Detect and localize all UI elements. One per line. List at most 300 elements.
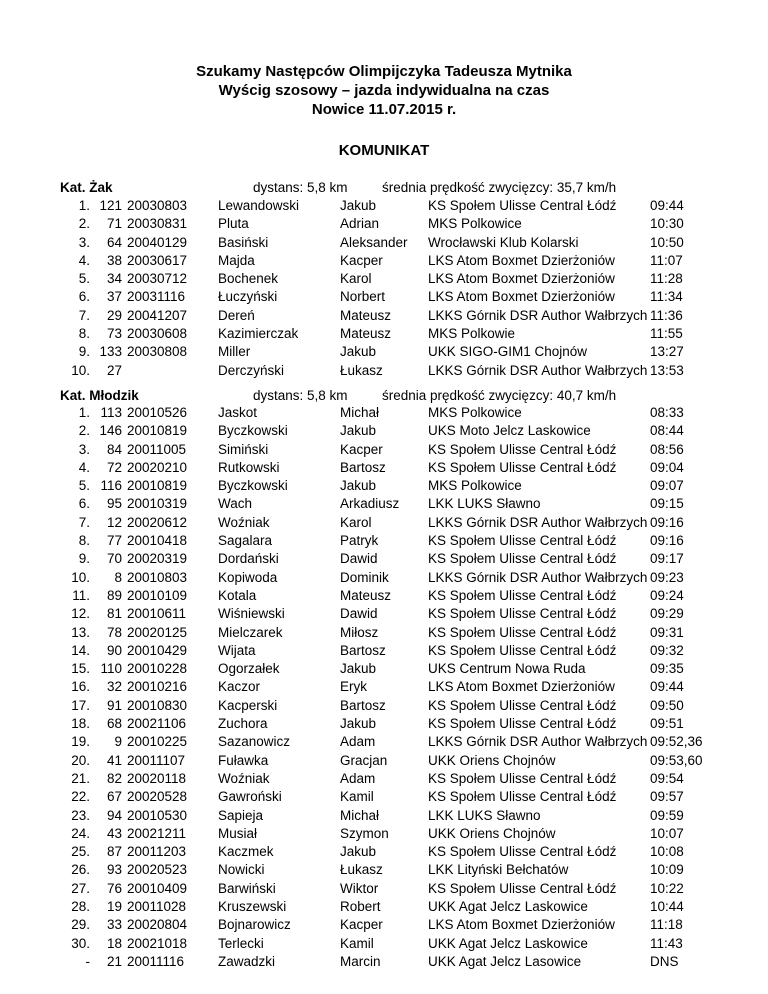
- result-first-name: Norbert: [340, 289, 386, 305]
- result-time: 09:23: [650, 569, 684, 585]
- result-position: 6.: [78, 289, 90, 305]
- result-last-name: Bochenek: [218, 271, 279, 287]
- result-time: 08:56: [650, 441, 684, 457]
- result-position: 21.: [71, 770, 90, 786]
- result-birth-date: 20021018: [127, 935, 188, 951]
- result-first-name: Marcin: [340, 953, 381, 969]
- result-last-name: Kazimierczak: [218, 326, 299, 342]
- result-last-name: Dereń: [218, 307, 255, 323]
- result-row: [60, 861, 720, 879]
- result-first-name: Jakub: [340, 661, 377, 677]
- result-position: 5.: [78, 478, 90, 494]
- result-row: [60, 624, 720, 642]
- result-first-name: Jakub: [340, 716, 377, 732]
- result-club: KS Społem Ulisse Central Łódź: [428, 624, 617, 640]
- result-position: 12.: [71, 606, 90, 622]
- result-club: KS Społem Ulisse Central Łódź: [428, 697, 617, 713]
- result-birth-date: 20010830: [127, 697, 188, 713]
- result-club: LKKS Górnik DSR Author Wałbrzych: [428, 514, 648, 530]
- result-row: [60, 733, 720, 751]
- result-birth-date: 20020804: [127, 917, 188, 933]
- result-first-name: Bartosz: [340, 459, 386, 475]
- result-first-name: Mateusz: [340, 326, 392, 342]
- result-club: LKS Atom Boxmet Dzierżoniów: [428, 917, 615, 933]
- result-row: [60, 770, 720, 788]
- result-last-name: Basiński: [218, 234, 269, 250]
- result-club: UKK Agat Jelcz Lasowice: [428, 953, 582, 969]
- result-position: 3.: [78, 441, 90, 457]
- result-row: [60, 495, 720, 513]
- result-row: [60, 404, 720, 422]
- result-bib-number: 78: [106, 624, 122, 640]
- result-birth-date: 20011005: [127, 441, 187, 457]
- result-bib-number: 71: [106, 216, 122, 232]
- result-first-name: Kacper: [340, 917, 383, 933]
- result-time: 10:07: [650, 825, 684, 841]
- result-position: 5.: [78, 271, 90, 287]
- result-first-name: Łukasz: [340, 862, 383, 878]
- result-birth-date: 20021211: [127, 825, 187, 841]
- result-club: KS Społem Ulisse Central Łódź: [428, 789, 617, 805]
- result-last-name: Terlecki: [218, 935, 264, 951]
- result-bib-number: 64: [106, 234, 122, 250]
- result-row: [60, 288, 720, 306]
- result-position: 26.: [71, 862, 90, 878]
- result-bib-number: 76: [106, 880, 122, 896]
- result-time: 10:09: [650, 862, 684, 878]
- result-bib-number: 93: [106, 862, 122, 878]
- result-birth-date: 20020210: [127, 459, 188, 475]
- result-birth-date: 20010530: [127, 807, 188, 823]
- result-club: KS Społem Ulisse Central Łódź: [428, 551, 617, 567]
- result-bib-number: 84: [106, 441, 122, 457]
- result-row: [60, 678, 720, 696]
- result-bib-number: 87: [106, 844, 122, 860]
- result-birth-date: 20020528: [127, 789, 188, 805]
- result-club: LKKS Górnik DSR Author Wałbrzych: [428, 307, 648, 323]
- result-last-name: Woźniak: [218, 770, 270, 786]
- result-bib-number: 91: [106, 697, 122, 713]
- result-last-name: Wiśniewski: [218, 606, 285, 622]
- result-bib-number: 95: [106, 496, 122, 512]
- result-bib-number: 77: [106, 533, 122, 549]
- result-position: 13.: [71, 624, 90, 640]
- result-club: MKS Polkowie: [428, 326, 516, 342]
- result-row: [60, 880, 720, 898]
- result-first-name: Dawid: [340, 551, 378, 567]
- result-time: 09:52,36: [650, 734, 703, 750]
- result-birth-date: 20041207: [127, 307, 188, 323]
- result-birth-date: 20020118: [127, 770, 187, 786]
- result-row: [60, 422, 720, 440]
- result-bib-number: 81: [106, 606, 122, 622]
- result-last-name: Bojnarowicz: [218, 917, 291, 933]
- result-row: [60, 252, 720, 270]
- result-time: 09:59: [650, 807, 684, 823]
- result-bib-number: 146: [99, 423, 122, 439]
- result-last-name: Ogorzałek: [218, 661, 280, 677]
- result-club: KS Społem Ulisse Central Łódź: [428, 880, 617, 896]
- result-time: 09:24: [650, 587, 684, 603]
- result-first-name: Dawid: [340, 606, 378, 622]
- result-last-name: Rutkowski: [218, 459, 280, 475]
- result-club: LKK Lityński Bełchatów: [428, 862, 569, 878]
- result-first-name: Robert: [340, 899, 381, 915]
- result-birth-date: 20020523: [127, 862, 188, 878]
- result-birth-date: 20010418: [127, 533, 188, 549]
- result-position: 16.: [71, 679, 90, 695]
- result-time: 10:44: [650, 899, 684, 915]
- result-position: 23.: [71, 807, 90, 823]
- result-time: 09:53,60: [650, 752, 703, 768]
- result-last-name: Zawadzki: [218, 953, 276, 969]
- category-mlodzik-avg-speed: średnia prędkość zwycięzcy: 40,7 km/h: [382, 388, 617, 403]
- result-position: 9.: [78, 344, 90, 360]
- result-time: 11:55: [650, 326, 683, 342]
- result-row: [60, 825, 720, 843]
- result-club: LKKS Górnik DSR Author Wałbrzych: [428, 362, 648, 378]
- result-position: 24.: [71, 825, 90, 841]
- result-time: 11:18: [650, 917, 683, 933]
- result-last-name: Fuławka: [218, 752, 269, 768]
- result-position: 1.: [78, 198, 90, 213]
- result-time: 09:44: [650, 679, 684, 695]
- result-position: 29.: [71, 917, 90, 933]
- result-time: DNS: [650, 953, 679, 969]
- result-birth-date: 20020612: [127, 514, 188, 530]
- results-table-zak: [60, 197, 720, 380]
- result-position: 3.: [78, 234, 90, 250]
- category-zak-avg-speed: średnia prędkość zwycięzcy: 35,7 km/h: [382, 180, 617, 195]
- result-last-name: Dordański: [218, 551, 279, 567]
- result-club: KS Społem Ulisse Central Łódź: [428, 198, 617, 213]
- result-position: 6.: [78, 496, 90, 512]
- result-bib-number: 38: [106, 252, 122, 268]
- result-position: 2.: [78, 423, 90, 439]
- result-last-name: Miller: [218, 344, 251, 360]
- result-row: [60, 550, 720, 568]
- result-first-name: Bartosz: [340, 697, 386, 713]
- result-time: 09:32: [650, 642, 684, 658]
- result-birth-date: 20021106: [127, 716, 187, 732]
- result-birth-date: 20011116: [127, 953, 185, 969]
- result-birth-date: 20010819: [127, 423, 188, 439]
- result-birth-date: 20030803: [127, 198, 188, 213]
- result-last-name: Lewandowski: [218, 198, 300, 213]
- result-last-name: Jaskot: [218, 405, 258, 420]
- result-bib-number: 89: [106, 587, 122, 603]
- result-bib-number: 34: [106, 271, 122, 287]
- result-last-name: Sazanowicz: [218, 734, 291, 750]
- result-bib-number: 9: [114, 734, 122, 750]
- result-time: 11:07: [650, 252, 683, 268]
- result-time: 09:16: [650, 514, 684, 530]
- result-first-name: Adrian: [340, 216, 380, 232]
- result-bib-number: 133: [99, 344, 122, 360]
- result-bib-number: 37: [106, 289, 122, 305]
- result-birth-date: 20020125: [127, 624, 188, 640]
- result-time: 09:17: [650, 551, 684, 567]
- result-birth-date: 20011203: [127, 844, 187, 860]
- result-last-name: Kruszewski: [218, 899, 287, 915]
- result-last-name: Sapieja: [218, 807, 264, 823]
- result-row: [60, 532, 720, 550]
- result-bib-number: 32: [106, 679, 122, 695]
- category-mlodzik-distance: dystans: 5,8 km: [253, 388, 348, 403]
- result-bib-number: 41: [106, 752, 122, 768]
- result-row: [60, 362, 720, 380]
- result-club: LKS Atom Boxmet Dzierżoniów: [428, 289, 615, 305]
- result-first-name: Adam: [340, 734, 376, 750]
- result-position: 25.: [71, 844, 90, 860]
- result-last-name: Gawroński: [218, 789, 282, 805]
- result-time: 08:44: [650, 423, 684, 439]
- result-row: [60, 715, 720, 733]
- result-first-name: Miłosz: [340, 624, 379, 640]
- result-last-name: Barwiński: [218, 880, 276, 896]
- result-time: 09:07: [650, 478, 684, 494]
- result-first-name: Michał: [340, 807, 380, 823]
- result-last-name: Simiński: [218, 441, 269, 457]
- result-club: KS Społem Ulisse Central Łódź: [428, 587, 617, 603]
- result-bib-number: 67: [106, 789, 122, 805]
- result-first-name: Mateusz: [340, 587, 392, 603]
- result-position: 18.: [71, 716, 90, 732]
- result-birth-date: 20011028: [127, 899, 187, 915]
- result-last-name: Nowicki: [218, 862, 265, 878]
- result-bib-number: 121: [99, 198, 122, 213]
- result-row: [60, 788, 720, 806]
- result-row: [60, 441, 720, 459]
- result-club: KS Społem Ulisse Central Łódź: [428, 441, 617, 457]
- result-club: LKK LUKS Sławno: [428, 807, 541, 823]
- result-time: 09:31: [650, 624, 684, 640]
- result-time: 09:51: [650, 716, 684, 732]
- result-row: [60, 660, 720, 678]
- result-position: 1.: [78, 405, 90, 420]
- result-last-name: Zuchora: [218, 716, 268, 732]
- result-time: 13:53: [650, 362, 684, 378]
- result-birth-date: 20010526: [127, 405, 188, 420]
- result-club: UKK Oriens Chojnów: [428, 752, 556, 768]
- result-position: 20.: [71, 752, 90, 768]
- result-row: [60, 752, 720, 770]
- document-subtitle: Wyścig szosowy – jazda indywidualna na czas: [218, 82, 550, 99]
- result-row: [60, 605, 720, 623]
- result-bib-number: 72: [106, 459, 122, 475]
- result-club: KS Społem Ulisse Central Łódź: [428, 642, 617, 658]
- category-zak-label: Kat. Żak: [60, 180, 113, 195]
- result-row: [60, 953, 720, 971]
- result-last-name: Derczyński: [218, 362, 285, 378]
- result-last-name: Łuczyński: [218, 289, 278, 305]
- result-row: [60, 307, 720, 325]
- result-time: 10:50: [650, 234, 684, 250]
- result-time: 09:44: [650, 198, 684, 213]
- result-position: 22.: [71, 789, 90, 805]
- event-date-location: Nowice 11.07.2015 r.: [311, 101, 457, 118]
- result-row: [60, 459, 720, 477]
- result-last-name: Musiał: [218, 825, 258, 841]
- result-time: 09:29: [650, 606, 684, 622]
- result-last-name: Woźniak: [218, 514, 270, 530]
- result-last-name: Kotala: [218, 587, 257, 603]
- result-birth-date: 20010225: [127, 734, 188, 750]
- result-club: KS Społem Ulisse Central Łódź: [428, 606, 617, 622]
- result-birth-date: 20030831: [127, 216, 188, 232]
- result-first-name: Łukasz: [340, 362, 383, 378]
- result-row: [60, 270, 720, 288]
- result-last-name: Wach: [218, 496, 253, 512]
- result-time: 11:43: [650, 935, 683, 951]
- result-club: UKS Centrum Nowa Ruda: [428, 661, 586, 677]
- result-position: 10.: [71, 569, 90, 585]
- result-position: 7.: [78, 514, 90, 530]
- result-position: 30.: [71, 935, 90, 951]
- result-club: UKK Agat Jelcz Laskowice: [428, 899, 588, 915]
- result-time: 11:34: [650, 289, 683, 305]
- result-position: 8.: [78, 533, 90, 549]
- result-bib-number: 68: [106, 716, 122, 732]
- result-row: [60, 477, 720, 495]
- result-club: UKK Agat Jelcz Laskowice: [428, 935, 588, 951]
- result-time: 11:28: [650, 271, 683, 287]
- result-club: MKS Polkowice: [428, 478, 522, 494]
- result-position: 28.: [71, 899, 90, 915]
- result-last-name: Kopiwoda: [218, 569, 278, 585]
- result-birth-date: 20010819: [127, 478, 188, 494]
- result-bib-number: 113: [100, 405, 122, 420]
- result-bib-number: 73: [106, 326, 122, 342]
- result-bib-number: 19: [106, 899, 122, 915]
- result-first-name: Gracjan: [340, 752, 388, 768]
- result-last-name: Pluta: [218, 216, 249, 232]
- result-first-name: Wiktor: [340, 880, 379, 896]
- result-bib-number: 94: [106, 807, 122, 823]
- result-time: 09:57: [650, 789, 684, 805]
- result-first-name: Dominik: [340, 569, 389, 585]
- result-first-name: Jakub: [340, 344, 377, 360]
- result-first-name: Adam: [340, 770, 376, 786]
- result-birth-date: 20011107: [127, 752, 186, 768]
- result-last-name: Kaczor: [218, 679, 261, 695]
- result-last-name: Mielczarek: [218, 624, 283, 640]
- result-club: LKS Atom Boxmet Dzierżoniów: [428, 252, 615, 268]
- result-last-name: Byczkowski: [218, 478, 288, 494]
- result-first-name: Karol: [340, 514, 372, 530]
- result-bib-number: 116: [100, 478, 122, 494]
- result-club: KS Społem Ulisse Central Łódź: [428, 533, 617, 549]
- result-first-name: Patryk: [340, 533, 379, 549]
- result-row: [60, 569, 720, 587]
- result-position: 8.: [78, 326, 90, 342]
- category-mlodzik-label: Kat. Młodzik: [60, 388, 139, 403]
- result-birth-date: 20010109: [127, 587, 188, 603]
- result-club: UKK Oriens Chojnów: [428, 825, 556, 841]
- result-club: LKKS Górnik DSR Author Wałbrzych: [428, 734, 648, 750]
- result-position: 19.: [71, 734, 90, 750]
- result-row: [60, 916, 720, 934]
- results-table-mlodzik: [60, 404, 720, 971]
- result-time: 08:33: [650, 405, 684, 420]
- result-club: KS Społem Ulisse Central Łódź: [428, 770, 617, 786]
- result-birth-date: 20010228: [127, 661, 188, 677]
- result-last-name: Sagalara: [218, 533, 273, 549]
- result-birth-date: 20031116: [127, 289, 186, 305]
- result-last-name: Kaczmek: [218, 844, 274, 860]
- result-row: [60, 807, 720, 825]
- result-row: [60, 325, 720, 343]
- result-bib-number: 27: [106, 362, 122, 378]
- result-bib-number: 43: [106, 825, 122, 841]
- result-first-name: Bartosz: [340, 642, 386, 658]
- result-bib-number: 70: [106, 551, 122, 567]
- result-position: 11.: [72, 587, 90, 603]
- result-bib-number: 82: [106, 770, 122, 786]
- result-position: 17.: [71, 697, 90, 713]
- result-time: 09:04: [650, 459, 684, 475]
- result-time: 10:22: [650, 880, 684, 896]
- result-first-name: Mateusz: [340, 307, 392, 323]
- result-row: [60, 587, 720, 605]
- result-first-name: Eryk: [340, 679, 367, 695]
- result-club: KS Społem Ulisse Central Łódź: [428, 716, 617, 732]
- result-birth-date: 20010803: [127, 569, 188, 585]
- result-last-name: Wijata: [218, 642, 256, 658]
- result-time: 09:16: [650, 533, 684, 549]
- result-row: [60, 215, 720, 233]
- result-birth-date: 20010319: [127, 496, 188, 512]
- result-first-name: Jakub: [340, 423, 377, 439]
- result-time: 10:08: [650, 844, 684, 860]
- result-birth-date: 20030808: [127, 344, 188, 360]
- result-time: 09:35: [650, 661, 684, 677]
- result-position: 2.: [78, 216, 90, 232]
- result-bib-number: 29: [106, 307, 122, 323]
- category-zak-distance: dystans: 5,8 km: [253, 180, 348, 195]
- result-position: -: [85, 953, 90, 969]
- result-club: LKS Atom Boxmet Dzierżoniów: [428, 271, 615, 287]
- result-row: [60, 234, 720, 252]
- result-club: LKKS Górnik DSR Author Wałbrzych: [428, 569, 648, 585]
- result-birth-date: 20030712: [127, 271, 188, 287]
- result-first-name: Arkadiusz: [340, 496, 400, 512]
- result-row: [60, 898, 720, 916]
- result-row: [60, 843, 720, 861]
- result-first-name: Szymon: [340, 825, 389, 841]
- result-birth-date: 20010409: [127, 880, 188, 896]
- result-time: 09:50: [650, 697, 684, 713]
- result-first-name: Jakub: [340, 198, 377, 213]
- result-club: MKS Polkowice: [428, 405, 522, 420]
- result-birth-date: 20030608: [127, 326, 188, 342]
- result-club: LKS Atom Boxmet Dzierżoniów: [428, 679, 615, 695]
- result-bib-number: 8: [114, 569, 122, 585]
- result-time: 09:15: [650, 496, 684, 512]
- result-first-name: Kamil: [340, 789, 374, 805]
- result-position: 15.: [71, 661, 90, 677]
- result-position: 27.: [71, 880, 90, 896]
- result-first-name: Kacper: [340, 252, 383, 268]
- result-first-name: Michał: [340, 405, 380, 420]
- result-row: [60, 197, 720, 215]
- result-first-name: Jakub: [340, 478, 377, 494]
- result-row: [60, 343, 720, 361]
- result-time: 13:27: [650, 344, 684, 360]
- result-time: 10:30: [650, 216, 684, 232]
- result-club: UKS Moto Jelcz Laskowice: [428, 423, 591, 439]
- result-birth-date: 20020319: [127, 551, 188, 567]
